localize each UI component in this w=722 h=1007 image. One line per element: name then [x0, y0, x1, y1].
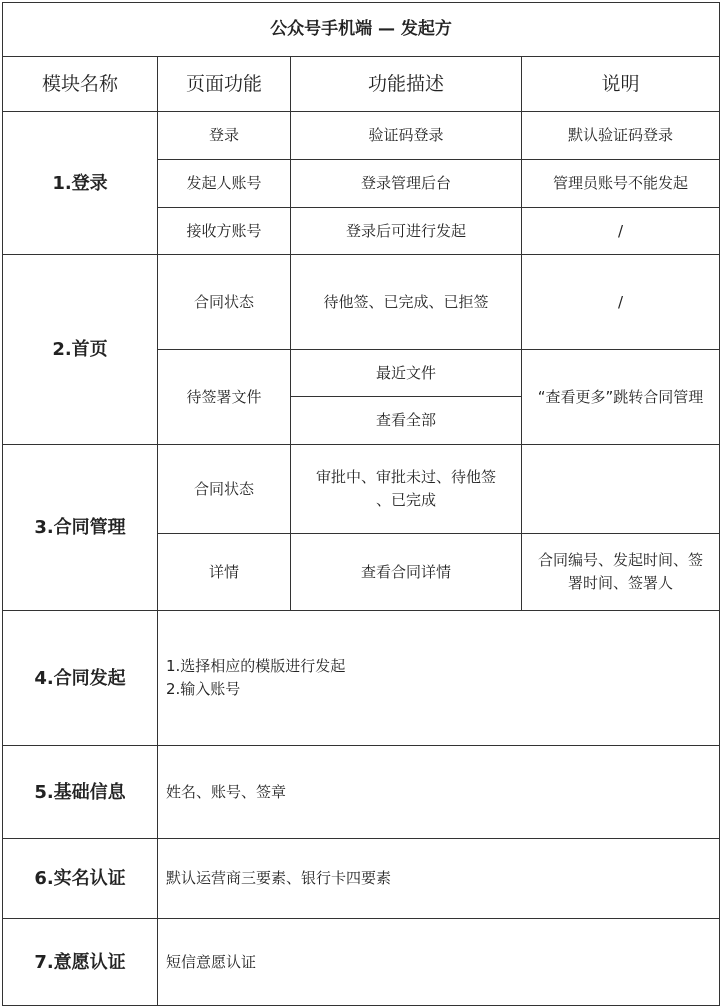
cell-function: 接收方账号	[158, 208, 291, 255]
cell-note: “查看更多”跳转合同管理	[522, 350, 720, 445]
header-page-function: 页面功能	[158, 57, 291, 112]
header-description: 功能描述	[291, 57, 522, 112]
table-row	[3, 746, 720, 839]
cell-description: 最近文件	[291, 350, 522, 397]
table-row	[3, 839, 720, 919]
cell-content: 默认运营商三要素、银行卡四要素	[158, 839, 720, 919]
cell-content: 短信意愿认证	[158, 919, 720, 1006]
spec-table	[2, 2, 720, 1006]
content-line: 2.输入账号	[166, 680, 241, 698]
module-name-contract-management: 3.合同管理	[3, 445, 158, 611]
table-row	[3, 112, 720, 160]
cell-note	[522, 534, 720, 611]
cell-note: /	[522, 208, 720, 255]
module-name-home: 2.首页	[3, 255, 158, 445]
table-row	[3, 445, 720, 534]
cell-description: 登录管理后台	[291, 160, 522, 208]
note-line: 署时间、签署人	[568, 574, 674, 592]
header-row	[3, 57, 720, 112]
cell-function: 合同状态	[158, 445, 291, 534]
header-module: 模块名称	[3, 57, 158, 112]
table-row	[3, 255, 720, 350]
table-row	[3, 611, 720, 746]
table-title: 公众号手机端 — 发起方	[3, 3, 720, 57]
cell-function: 待签署文件	[158, 350, 291, 445]
cell-note: /	[522, 255, 720, 350]
title-row	[3, 3, 720, 57]
module-name-login: 1.登录	[3, 112, 158, 255]
cell-description: 查看合同详情	[291, 534, 522, 611]
description-line: 、已完成	[375, 491, 436, 509]
cell-function: 发起人账号	[158, 160, 291, 208]
module-name-intent-auth: 7.意愿认证	[3, 919, 158, 1006]
cell-content	[158, 611, 720, 746]
module-name-basic-info: 5.基础信息	[3, 746, 158, 839]
content-line: 1.选择相应的模版进行发起	[166, 657, 346, 675]
cell-note	[522, 445, 720, 534]
cell-description	[291, 445, 522, 534]
module-name-real-name-auth: 6.实名认证	[3, 839, 158, 919]
cell-description: 登录后可进行发起	[291, 208, 522, 255]
cell-description: 查看全部	[291, 397, 522, 445]
header-notes: 说明	[522, 57, 720, 112]
cell-description: 验证码登录	[291, 112, 522, 160]
description-line: 审批中、审批未过、待他签	[315, 468, 496, 486]
cell-function: 合同状态	[158, 255, 291, 350]
table-row	[3, 919, 720, 1006]
cell-function: 详情	[158, 534, 291, 611]
cell-description: 待他签、已完成、已拒签	[291, 255, 522, 350]
cell-content: 姓名、账号、签章	[158, 746, 720, 839]
note-line: 合同编号、发起时间、签	[538, 551, 704, 569]
cell-function: 登录	[158, 112, 291, 160]
cell-note: 管理员账号不能发起	[522, 160, 720, 208]
cell-note: 默认验证码登录	[522, 112, 720, 160]
module-name-contract-initiation: 4.合同发起	[3, 611, 158, 746]
